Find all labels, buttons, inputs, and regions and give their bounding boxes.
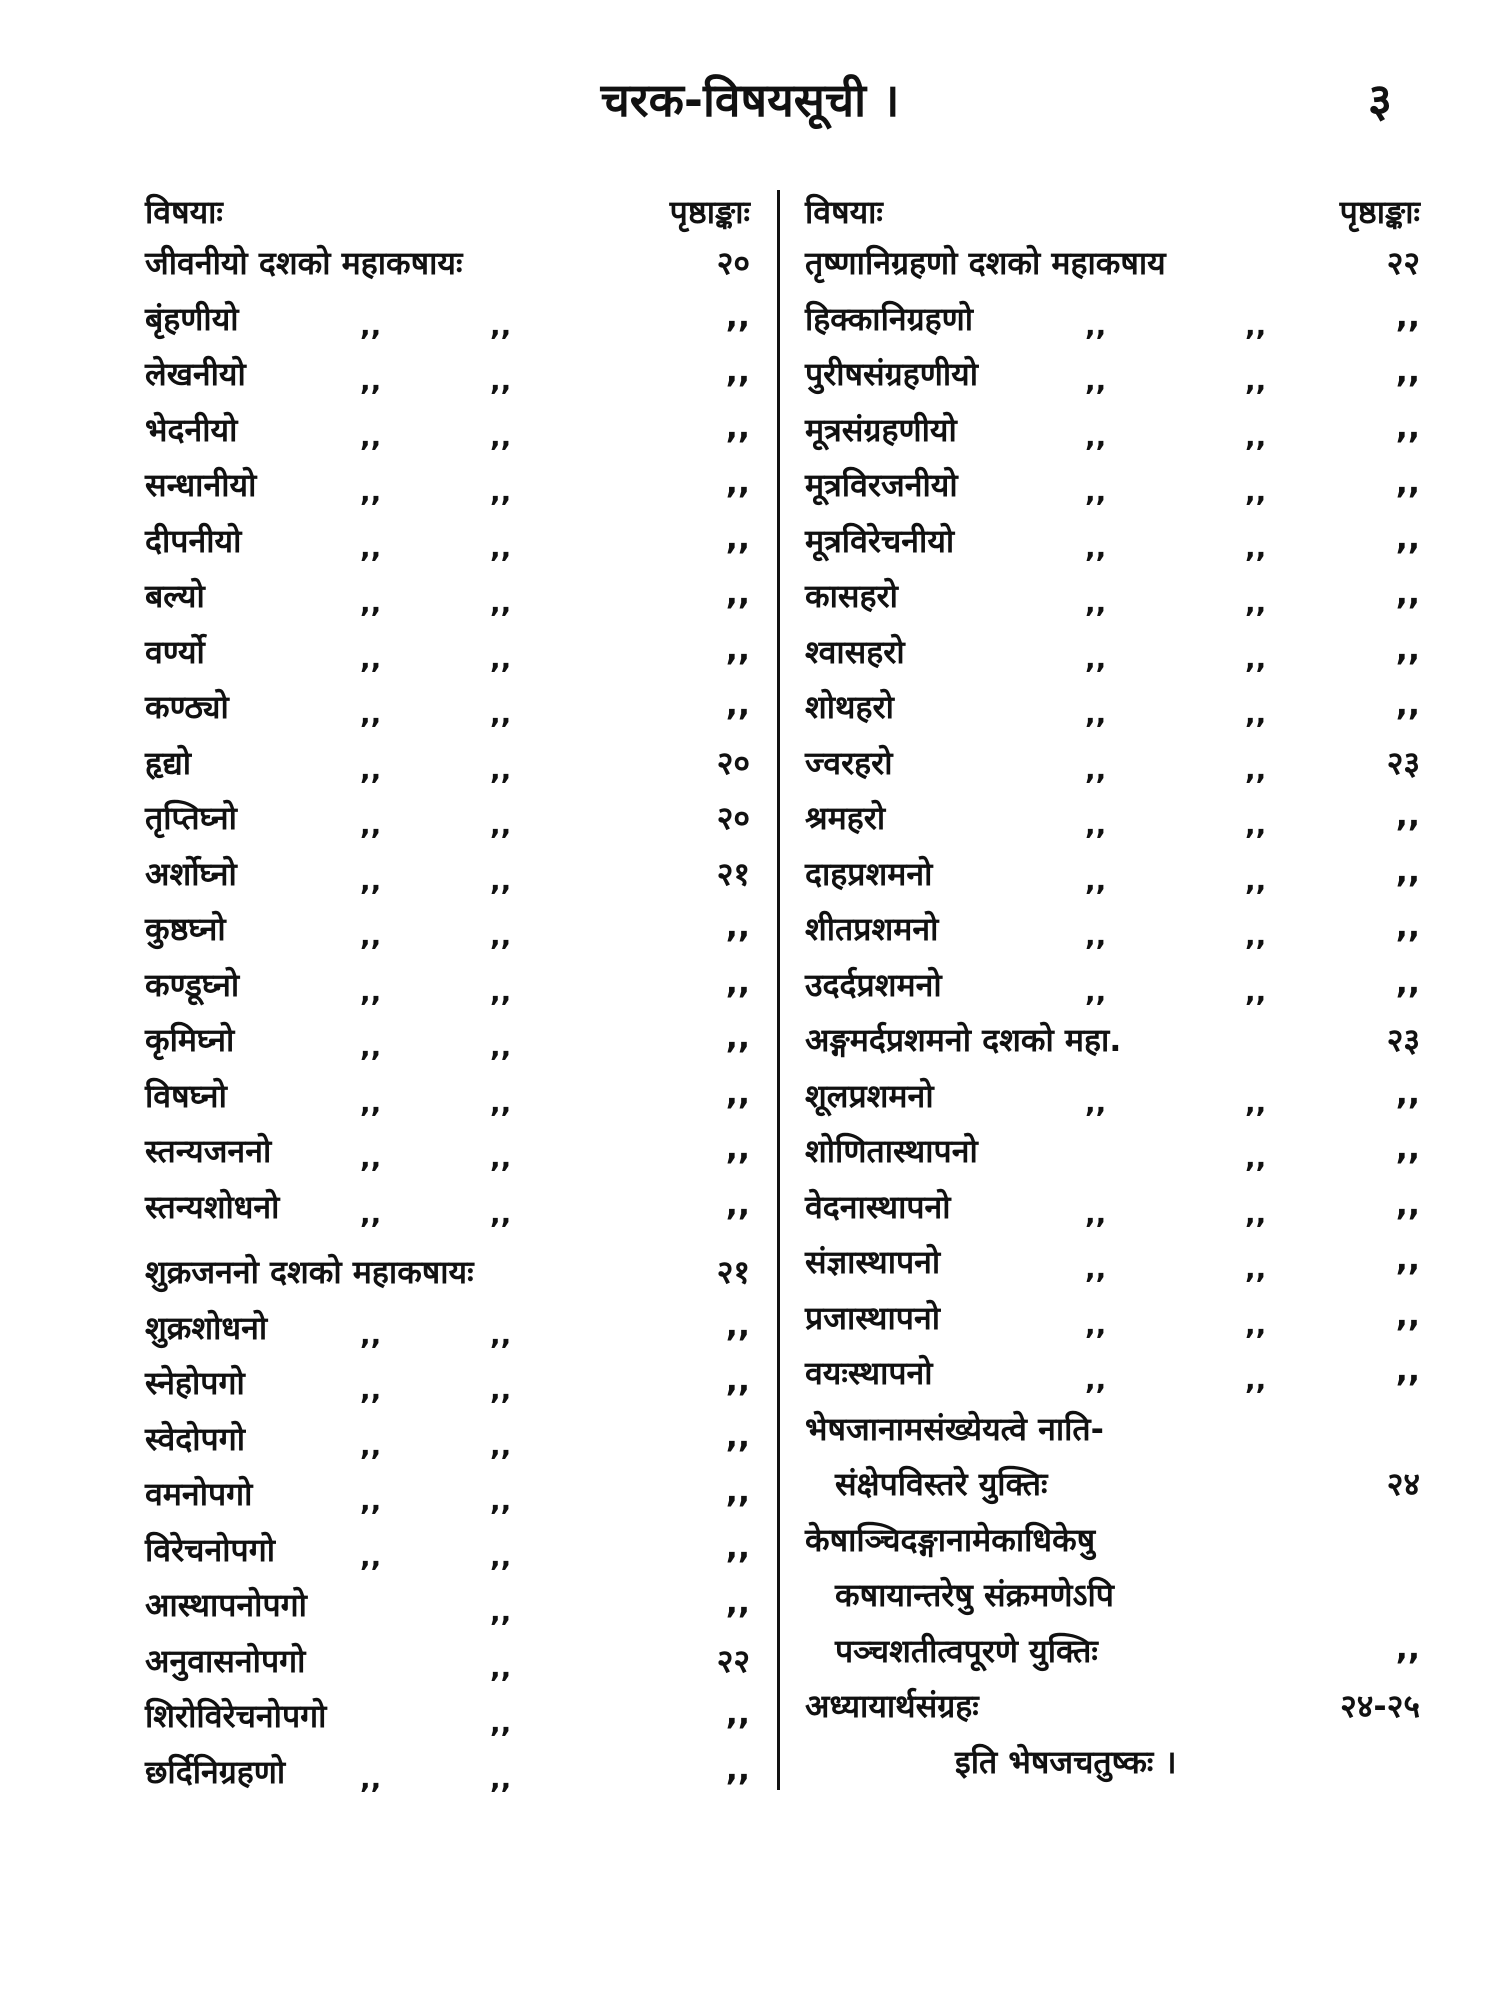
- ditto-mark: ,,: [1245, 863, 1267, 897]
- entry-page: ,,: [1395, 796, 1420, 834]
- toc-entry: [145, 1524, 750, 1580]
- entry-page: ,,: [725, 352, 750, 390]
- ditto-mark: ,,: [360, 308, 382, 342]
- ditto-mark: ,,: [360, 1373, 382, 1406]
- toc-entry: [805, 1070, 1420, 1126]
- toc-entry: [145, 1125, 750, 1181]
- ditto-mark: ,,: [490, 974, 512, 1008]
- ditto-mark: ,,: [360, 641, 382, 675]
- entry-page: २०: [716, 799, 750, 837]
- ditto-mark: ,,: [360, 1317, 382, 1351]
- entry-page: ,,: [1395, 907, 1420, 945]
- entry-page: २३: [1386, 743, 1420, 782]
- page-title: चरक-विषयसूची ।: [600, 73, 900, 127]
- entry-name: स्तन्यजननो: [145, 1132, 272, 1170]
- entry-name: लेखनीयो: [145, 355, 246, 393]
- left-entry-list: [145, 237, 750, 1801]
- entry-name: भेषजानामसंख्येयत्वे नाति-: [805, 1409, 1104, 1448]
- entry-name: संक्षेपविस्तरे युक्तिः: [835, 1465, 1048, 1503]
- entry-page: ,,: [1395, 1129, 1420, 1167]
- entry-page: ,,: [725, 1018, 750, 1056]
- ditto-mark: ,,: [1245, 808, 1267, 841]
- entry-name: वर्ण्यो: [145, 632, 205, 671]
- entry-name: हिक्कानिग्रहणो: [805, 299, 974, 338]
- toc-entry: [805, 404, 1420, 460]
- ditto-mark: ,,: [490, 863, 512, 897]
- toc-entry: [145, 792, 750, 848]
- entry-name: भेदनीयो: [145, 410, 238, 449]
- ditto-mark: ,,: [360, 530, 382, 564]
- toc-entry: [805, 459, 1420, 515]
- ditto-mark: ,,: [360, 1484, 382, 1517]
- entry-page: ,,: [1395, 1073, 1420, 1112]
- entry-name: प्रजास्थापनो: [805, 1298, 941, 1337]
- entry-name: बृंहणीयो: [145, 299, 239, 338]
- entry-page: ,,: [725, 962, 750, 1001]
- toc-entry: [145, 1014, 750, 1070]
- entry-name: तृष्णानिग्रहणो दशको महाकषाय: [805, 244, 1166, 282]
- toc-entry: [805, 903, 1420, 959]
- toc-entry: [145, 515, 750, 571]
- subject-header: विषयाः: [145, 192, 223, 231]
- entry-page: ,,: [1395, 352, 1420, 390]
- ditto-mark: ,,: [1085, 475, 1107, 508]
- entry-name: श्रमहरो: [805, 799, 886, 837]
- entry-page: ,,: [1395, 851, 1420, 890]
- ditto-mark: ,,: [490, 586, 512, 619]
- toc-entry: [805, 1514, 1420, 1570]
- toc-entry: [145, 459, 750, 515]
- toc-entry: [145, 1690, 750, 1746]
- ditto-mark: ,,: [360, 808, 382, 841]
- ditto-mark: ,,: [1085, 1085, 1107, 1119]
- entry-name: तृप्तिघ्नो: [145, 799, 237, 837]
- entry-page: ,,: [1395, 1628, 1420, 1667]
- entry-page: ,,: [725, 296, 750, 335]
- toc-entry: [805, 1347, 1420, 1403]
- ditto-mark: ,,: [490, 1539, 512, 1573]
- entry-name: शुक्रजननो दशको महाकषायः: [145, 1253, 474, 1291]
- ditto-mark: ,,: [360, 1761, 382, 1795]
- ditto-mark: ,,: [490, 919, 512, 952]
- ditto-mark: ,,: [490, 1761, 512, 1795]
- ditto-mark: ,,: [490, 752, 512, 786]
- ditto-mark: ,,: [490, 1428, 512, 1462]
- entry-page: ,,: [725, 1361, 750, 1399]
- entry-page: ,,: [725, 1305, 750, 1344]
- toc-entry: [145, 348, 750, 404]
- toc-entry: [145, 1413, 750, 1469]
- page-header: पृष्ठाङ्काः: [669, 192, 750, 231]
- left-column: [145, 185, 750, 1801]
- entry-name: मूत्रसंग्रहणीयो: [805, 410, 957, 449]
- entry-name: शिरोविरेचनोपगो: [145, 1697, 327, 1735]
- ditto-mark: ,,: [1245, 586, 1267, 619]
- ditto-mark: ,,: [1245, 1252, 1267, 1285]
- entry-name: शुक्रशोधनो: [145, 1308, 268, 1347]
- entry-name: इति भेषजचतुष्कः ।: [955, 1742, 1177, 1781]
- ditto-mark: ,,: [1245, 530, 1267, 564]
- entry-name: बल्यो: [145, 577, 205, 615]
- ditto-mark: ,,: [1245, 1363, 1267, 1396]
- entry-page: ,,: [1395, 518, 1420, 557]
- ditto-mark: ,,: [1085, 863, 1107, 897]
- entry-name: अनुवासनोपगो: [145, 1641, 306, 1680]
- entry-name: स्नेहोपगो: [145, 1364, 245, 1402]
- entry-name: अध्यायार्थसंग्रहः: [805, 1687, 979, 1725]
- toc-entry: [805, 1569, 1420, 1625]
- entry-name: स्तन्यशोधनो: [145, 1187, 280, 1226]
- entry-name: संज्ञास्थापनो: [805, 1243, 941, 1281]
- entry-page: २३: [1386, 1021, 1420, 1059]
- ditto-mark: ,,: [1245, 641, 1267, 675]
- ditto-mark: ,,: [1245, 1085, 1267, 1119]
- ditto-mark: ,,: [1245, 1196, 1267, 1230]
- toc-entry: [805, 681, 1420, 737]
- toc-entry: [805, 1736, 1420, 1792]
- entry-page: ,,: [1395, 296, 1420, 335]
- ditto-mark: ,,: [490, 808, 512, 841]
- ditto-mark: ,,: [490, 1317, 512, 1351]
- entry-page: ,,: [725, 407, 750, 446]
- toc-entry: [805, 1458, 1420, 1514]
- entry-name: शोणितास्थापनो: [805, 1132, 978, 1170]
- ditto-mark: ,,: [490, 641, 512, 675]
- ditto-mark: ,,: [1245, 475, 1267, 508]
- ditto-mark: ,,: [490, 308, 512, 342]
- entry-name: विरेचनोपगो: [145, 1530, 276, 1569]
- ditto-mark: ,,: [1085, 364, 1107, 397]
- entry-page: ,,: [1395, 629, 1420, 668]
- toc-entry: [145, 903, 750, 959]
- ditto-mark: ,,: [1085, 1196, 1107, 1230]
- entry-page: ,,: [1395, 1240, 1420, 1278]
- ditto-mark: ,,: [490, 1484, 512, 1517]
- entry-page: ,,: [725, 1472, 750, 1510]
- entry-page: ,,: [1395, 407, 1420, 446]
- entry-page: ,,: [725, 1073, 750, 1112]
- toc-entry: [805, 1125, 1420, 1181]
- ditto-mark: ,,: [360, 475, 382, 508]
- entry-page: ,,: [725, 1129, 750, 1167]
- entry-page: ,,: [1395, 685, 1420, 723]
- ditto-mark: ,,: [1085, 530, 1107, 564]
- entry-page: ,,: [1395, 463, 1420, 501]
- ditto-mark: ,,: [490, 1650, 512, 1684]
- ditto-mark: ,,: [490, 1196, 512, 1230]
- ditto-mark: ,,: [360, 1196, 382, 1230]
- toc-entry: [805, 1292, 1420, 1348]
- entry-name: मूत्रविरेचनीयो: [805, 521, 955, 560]
- entry-page: ,,: [1395, 574, 1420, 612]
- ditto-mark: ,,: [360, 364, 382, 397]
- entry-name: कासहरो: [805, 577, 898, 615]
- page-header: पृष्ठाङ्काः: [1339, 192, 1420, 231]
- ditto-mark: ,,: [1085, 752, 1107, 786]
- toc-entry: [145, 1746, 750, 1802]
- toc-entry: [805, 348, 1420, 404]
- entry-page: ,,: [725, 1527, 750, 1566]
- entry-name: दीपनीयो: [145, 521, 242, 560]
- entry-name: जीवनीयो दशको महाकषायः: [145, 244, 463, 282]
- entry-page: ,,: [1395, 1351, 1420, 1389]
- toc-entry: [805, 1625, 1420, 1681]
- ditto-mark: ,,: [360, 1539, 382, 1573]
- entry-name: ज्वरहरो: [805, 743, 893, 782]
- entry-page: २२: [1386, 244, 1420, 282]
- ditto-mark: ,,: [1245, 419, 1267, 453]
- entry-name: सन्धानीयो: [145, 466, 257, 504]
- ditto-mark: ,,: [490, 1595, 512, 1628]
- toc-entry: [145, 1635, 750, 1691]
- toc-entry: [145, 237, 750, 293]
- ditto-mark: ,,: [490, 475, 512, 508]
- toc-entry: [805, 570, 1420, 626]
- entry-page: २४: [1386, 1465, 1420, 1503]
- entry-name: वयःस्थापनो: [805, 1354, 933, 1392]
- ditto-mark: ,,: [1085, 1363, 1107, 1396]
- ditto-mark: ,,: [1245, 1307, 1267, 1341]
- toc-entry: [145, 293, 750, 349]
- toc-entry: [145, 1302, 750, 1358]
- toc-entry: [805, 293, 1420, 349]
- entry-page: ,,: [725, 1749, 750, 1788]
- entry-page: ,,: [1395, 1295, 1420, 1334]
- ditto-mark: ,,: [1085, 586, 1107, 619]
- ditto-mark: ,,: [1085, 808, 1107, 841]
- toc-entry: [805, 1236, 1420, 1292]
- toc-entry: [805, 1181, 1420, 1237]
- entry-page: ,,: [725, 1184, 750, 1223]
- toc-entry: [145, 1579, 750, 1635]
- ditto-mark: ,,: [490, 1141, 512, 1174]
- toc-entry: [145, 1181, 750, 1237]
- ditto-mark: ,,: [1245, 1141, 1267, 1174]
- toc-entry: [805, 792, 1420, 848]
- entry-page: ,,: [725, 463, 750, 501]
- ditto-mark: ,,: [1085, 1307, 1107, 1341]
- entry-page: २१: [716, 1253, 750, 1291]
- toc-entry: [145, 737, 750, 793]
- toc-entry: [145, 1468, 750, 1524]
- ditto-mark: ,,: [1245, 919, 1267, 952]
- toc-entry: [805, 626, 1420, 682]
- ditto-mark: ,,: [360, 919, 382, 952]
- toc-entry: [145, 1070, 750, 1126]
- toc-entry: [805, 1403, 1420, 1459]
- entry-page: ,,: [725, 1694, 750, 1732]
- toc-entry: [145, 626, 750, 682]
- ditto-mark: ,,: [1245, 697, 1267, 730]
- right-entry-list: [805, 237, 1420, 1791]
- ditto-mark: ,,: [490, 364, 512, 397]
- ditto-mark: ,,: [1085, 641, 1107, 675]
- entry-page: २२: [716, 1641, 750, 1680]
- toc-entry: [145, 848, 750, 904]
- toc-entry: [145, 959, 750, 1015]
- entry-name: कण्डूघ्नो: [145, 965, 240, 1004]
- entry-page: ,,: [725, 685, 750, 723]
- toc-entry: [805, 959, 1420, 1015]
- ditto-mark: ,,: [1245, 364, 1267, 397]
- entry-name: उदर्दप्रशमनो: [805, 965, 942, 1004]
- ditto-mark: ,,: [1245, 752, 1267, 786]
- ditto-mark: ,,: [360, 419, 382, 453]
- entry-name: स्वेदोपगो: [145, 1419, 246, 1458]
- entry-name: पञ्चशतीत्वपूरणे युक्तिः: [835, 1631, 1098, 1670]
- right-column-header: [805, 185, 1420, 237]
- entry-name: अर्शोघ्नो: [145, 854, 237, 893]
- entry-name: कुष्ठघ्नो: [145, 910, 226, 948]
- toc-entry: [805, 237, 1420, 293]
- ditto-mark: ,,: [1085, 1252, 1107, 1285]
- entry-name: पुरीषसंग्रहणीयो: [805, 355, 978, 393]
- toc-entry: [805, 737, 1420, 793]
- entry-name: कृमिघ्नो: [145, 1021, 235, 1059]
- entry-page: २४-२५: [1340, 1687, 1420, 1725]
- entry-page: ,,: [1395, 962, 1420, 1001]
- ditto-mark: ,,: [360, 1085, 382, 1119]
- entry-name: कण्ठ्यो: [145, 688, 229, 726]
- ditto-mark: ,,: [1245, 974, 1267, 1008]
- ditto-mark: ,,: [490, 1373, 512, 1406]
- entry-page: ,,: [725, 1583, 750, 1621]
- ditto-mark: ,,: [360, 752, 382, 786]
- entry-page: ,,: [725, 1416, 750, 1455]
- toc-entry: [805, 1014, 1420, 1070]
- entry-page: ,,: [725, 574, 750, 612]
- toc-entry: [145, 1357, 750, 1413]
- ditto-mark: ,,: [360, 1030, 382, 1063]
- entry-name: छर्दिनिग्रहणो: [145, 1752, 286, 1791]
- ditto-mark: ,,: [360, 1428, 382, 1462]
- toc-entry: [145, 1246, 750, 1302]
- entry-page: २०: [716, 743, 750, 782]
- entry-page: ,,: [725, 518, 750, 557]
- entry-name: हृद्यो: [145, 743, 192, 782]
- entry-page: २०: [716, 244, 750, 282]
- entry-name: वमनोपगो: [145, 1475, 253, 1513]
- ditto-mark: ,,: [490, 697, 512, 730]
- ditto-mark: ,,: [360, 697, 382, 730]
- entry-page: ,,: [725, 907, 750, 945]
- toc-entry: [145, 404, 750, 460]
- entry-name: शोथहरो: [805, 688, 894, 726]
- ditto-mark: ,,: [360, 974, 382, 1008]
- toc-entry: [805, 515, 1420, 571]
- entry-name: शूलप्रशमनो: [805, 1076, 934, 1115]
- toc-entry: [145, 570, 750, 626]
- ditto-mark: ,,: [360, 1141, 382, 1174]
- entry-name: अङ्गमर्दप्रशमनो दशको महा.: [805, 1021, 1122, 1059]
- ditto-mark: ,,: [360, 586, 382, 619]
- entry-name: वेदनास्थापनो: [805, 1187, 951, 1226]
- entry-page: ,,: [1395, 1184, 1420, 1223]
- ditto-mark: ,,: [490, 419, 512, 453]
- right-column: [805, 185, 1420, 1791]
- ditto-mark: ,,: [1085, 419, 1107, 453]
- column-divider: [777, 190, 780, 1790]
- entry-name: कषायान्तरेषु संक्रमणेऽपि: [835, 1576, 1114, 1614]
- toc-entry: [805, 1680, 1420, 1736]
- ditto-mark: ,,: [1245, 308, 1267, 342]
- page-number: ३: [1368, 73, 1392, 127]
- ditto-mark: ,,: [490, 1085, 512, 1119]
- ditto-mark: ,,: [1085, 919, 1107, 952]
- ditto-mark: ,,: [490, 1030, 512, 1063]
- toc-entry: [145, 681, 750, 737]
- ditto-mark: ,,: [1085, 697, 1107, 730]
- ditto-mark: ,,: [360, 863, 382, 897]
- entry-name: आस्थापनोपगो: [145, 1586, 307, 1624]
- left-column-header: [145, 185, 750, 237]
- entry-name: मूत्रविरजनीयो: [805, 466, 958, 504]
- ditto-mark: ,,: [1085, 308, 1107, 342]
- entry-name: दाहप्रशमनो: [805, 854, 933, 893]
- entry-name: केषाञ्चिदङ्गानामेकाधिकेषु: [805, 1520, 1096, 1559]
- ditto-mark: ,,: [490, 530, 512, 564]
- ditto-mark: ,,: [490, 1706, 512, 1739]
- entry-page: ,,: [725, 629, 750, 668]
- subject-header: विषयाः: [805, 192, 883, 231]
- entry-name: विषघ्नो: [145, 1076, 227, 1115]
- entry-page: २१: [716, 854, 750, 893]
- entry-name: शीतप्रशमनो: [805, 910, 939, 948]
- ditto-mark: ,,: [1085, 974, 1107, 1008]
- entry-name: श्वासहरो: [805, 632, 905, 671]
- toc-entry: [805, 848, 1420, 904]
